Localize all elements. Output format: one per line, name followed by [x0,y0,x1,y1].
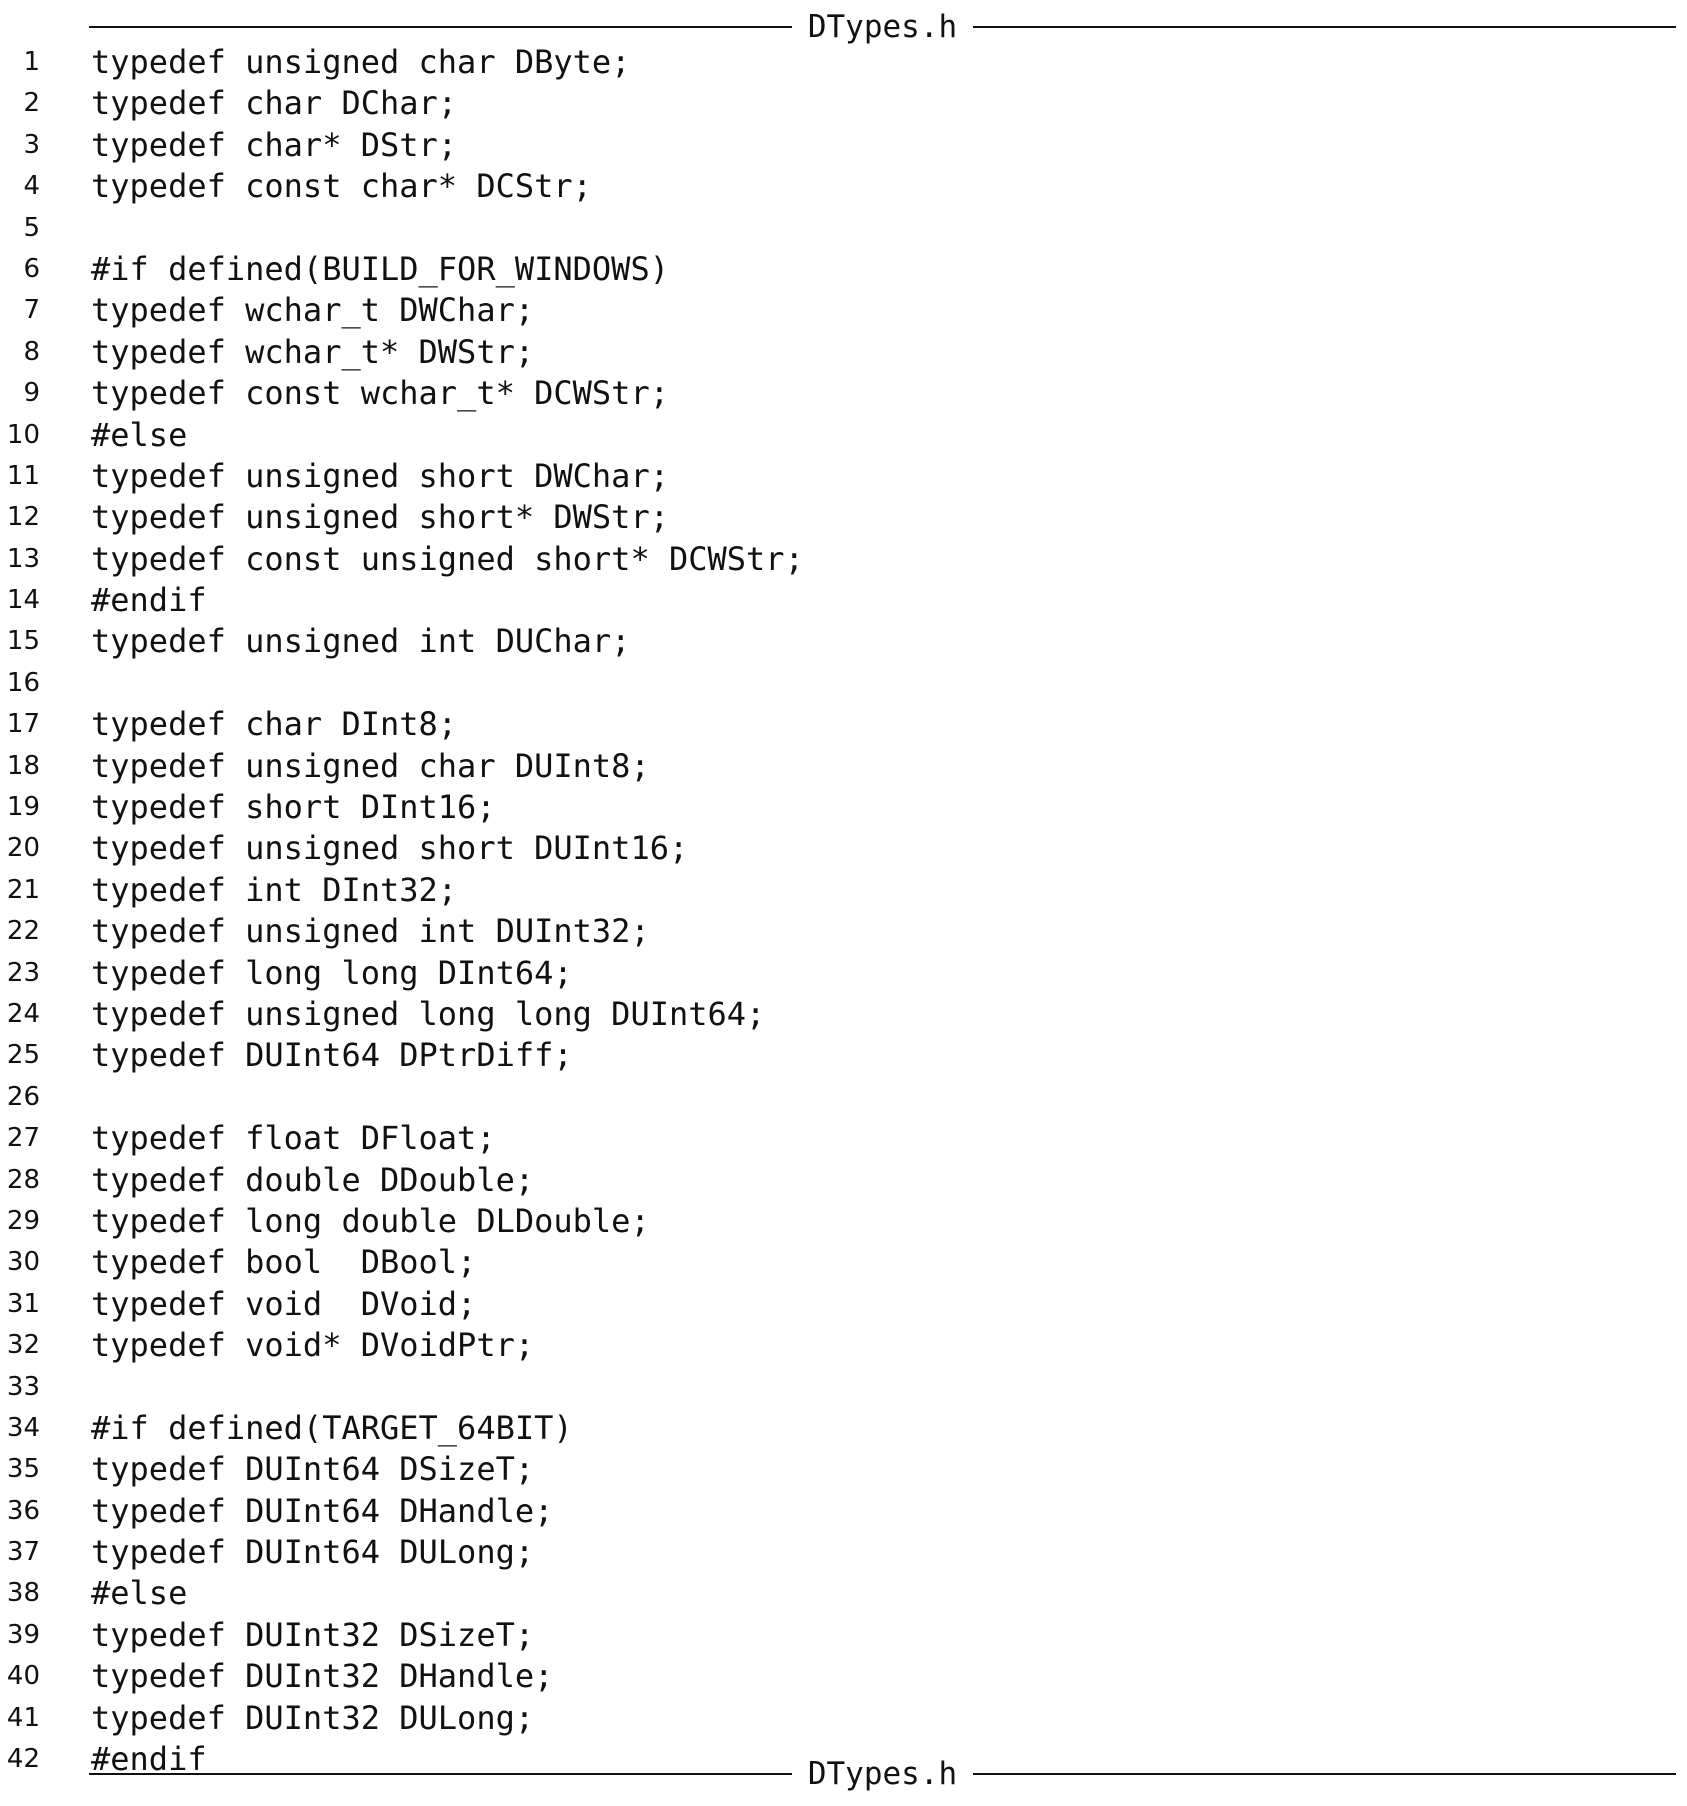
line-number: 33 [6,1371,40,1402]
line-number: 6 [23,253,40,284]
header-rule-left [89,26,792,28]
code-listing [0,42,1687,1780]
line-code-text: typedef char DChar; [91,84,458,123]
line-code-text: typedef void* DVoidPtr; [91,1326,535,1365]
line-number: 38 [6,1578,40,1609]
code-line [0,1077,1687,1118]
line-number: 17 [6,709,40,740]
code-line [0,1160,1687,1201]
line-number: 23 [6,957,40,988]
code-line [0,1615,1687,1656]
line-code-text: typedef char DInt8; [91,705,458,744]
line-number: 25 [6,1040,40,1071]
code-line [0,994,1687,1035]
line-number: 37 [6,1537,40,1568]
line-code-text: typedef wchar_t DWChar; [91,291,535,330]
line-code-text: #endif [91,1740,207,1779]
code-line [0,746,1687,787]
line-number: 34 [6,1412,40,1443]
line-code-text: typedef int DInt32; [91,870,458,909]
code-line [0,787,1687,828]
line-code-text: typedef double DDouble; [91,1160,535,1199]
code-line [0,621,1687,662]
line-code-text: #else [91,1574,188,1613]
line-number: 41 [6,1702,40,1733]
code-line [0,1532,1687,1573]
code-line [0,1698,1687,1739]
line-number: 32 [6,1330,40,1361]
code-line [0,456,1687,497]
code-line [0,1118,1687,1159]
line-number: 21 [6,874,40,905]
line-number: 13 [6,543,40,574]
line-number: 7 [23,295,40,326]
code-line [0,1449,1687,1490]
line-number: 18 [6,750,40,781]
footer-rule-right [973,1773,1676,1775]
code-line [0,1284,1687,1325]
line-number: 22 [6,916,40,947]
line-code-text: typedef DUInt64 DHandle; [91,1491,554,1530]
line-number: 27 [6,1123,40,1154]
code-line [0,497,1687,538]
line-code-text: #if defined(BUILD_FOR_WINDOWS) [91,249,669,288]
code-line [0,1242,1687,1283]
line-number: 40 [6,1661,40,1692]
line-code-text: typedef DUInt32 DULong; [91,1698,535,1737]
line-number: 35 [6,1454,40,1485]
line-number: 3 [23,129,40,160]
line-number: 39 [6,1619,40,1650]
line-number: 1 [23,47,40,77]
line-number: 14 [6,585,40,616]
code-line [0,1408,1687,1449]
line-number: 15 [6,626,40,657]
code-line [0,166,1687,207]
line-number: 11 [6,460,40,491]
line-number: 24 [6,998,40,1029]
code-line [0,1035,1687,1076]
line-number: 31 [6,1288,40,1319]
line-code-text: typedef unsigned char DUInt8; [91,746,650,785]
line-code-text: typedef short DInt16; [91,788,496,827]
code-line [0,42,1687,83]
line-code-text: typedef char* DStr; [91,125,458,164]
line-code-text: typedef unsigned char DByte; [91,43,631,81]
line-number: 42 [6,1744,40,1775]
code-line [0,125,1687,166]
code-line [0,249,1687,290]
line-code-text: #endif [91,581,207,620]
file-footer-banner [89,1751,1676,1797]
code-line [0,704,1687,745]
line-number: 29 [6,1205,40,1236]
line-number: 12 [6,502,40,533]
line-number: 10 [6,419,40,450]
line-number: 4 [23,171,40,202]
header-rule-right [973,26,1676,28]
code-line [0,911,1687,952]
code-line [0,415,1687,456]
line-number: 8 [23,336,40,367]
code-line [0,208,1687,249]
line-code-text: typedef unsigned short* DWStr; [91,498,669,537]
line-number: 5 [23,212,40,243]
line-code-text: typedef const char* DCStr; [91,167,592,206]
code-line [0,83,1687,124]
line-code-text: typedef DUInt64 DPtrDiff; [91,1036,573,1075]
footer-rule-left [89,1773,792,1775]
line-code-text: typedef unsigned short DWChar; [91,456,669,495]
code-line [0,1656,1687,1697]
line-code-text: typedef long long DInt64; [91,953,573,992]
line-code-text: typedef float DFloat; [91,1119,496,1158]
file-name-footer: DTypes.h [807,1756,958,1792]
line-number: 20 [6,833,40,864]
code-line [0,828,1687,869]
line-code-text: typedef long double DLDouble; [91,1201,650,1240]
line-number: 2 [23,88,40,119]
code-line [0,1491,1687,1532]
line-number: 28 [6,1164,40,1195]
code-line [0,663,1687,704]
line-number: 30 [6,1247,40,1278]
code-line [0,870,1687,911]
line-code-text: typedef DUInt64 DSizeT; [91,1450,535,1489]
line-code-text: typedef DUInt64 DULong; [91,1533,535,1572]
code-line [0,332,1687,373]
line-code-text: typedef void DVoid; [91,1284,477,1323]
line-code-text: typedef const wchar_t* DCWStr; [91,374,669,413]
code-line [0,1325,1687,1366]
code-line [0,1367,1687,1408]
line-code-text: typedef DUInt32 DHandle; [91,1657,554,1696]
code-line [0,290,1687,331]
code-line [0,539,1687,580]
line-code-text: typedef DUInt32 DSizeT; [91,1615,535,1654]
line-code-text: typedef unsigned int DUInt32; [91,912,650,951]
line-number: 26 [6,1081,40,1112]
file-name-header: DTypes.h [807,9,958,45]
line-code-text: typedef const unsigned short* DCWStr; [91,539,804,578]
line-number: 16 [6,667,40,698]
line-code-text: typedef unsigned long long DUInt64; [91,994,766,1033]
line-code-text: #else [91,415,188,454]
line-code-text: typedef wchar_t* DWStr; [91,332,535,371]
line-number: 36 [6,1495,40,1526]
code-line [0,953,1687,994]
line-code-text: #if defined(TARGET_64BIT) [91,1408,573,1447]
code-line [0,1201,1687,1242]
line-number: 9 [23,378,40,409]
line-code-text: typedef unsigned short DUInt16; [91,829,689,868]
line-code-text: typedef bool DBool; [91,1243,477,1282]
line-number: 19 [6,792,40,823]
code-line [0,373,1687,414]
code-line [0,1573,1687,1614]
line-code-text: typedef unsigned int DUChar; [91,622,631,661]
code-line [0,580,1687,621]
